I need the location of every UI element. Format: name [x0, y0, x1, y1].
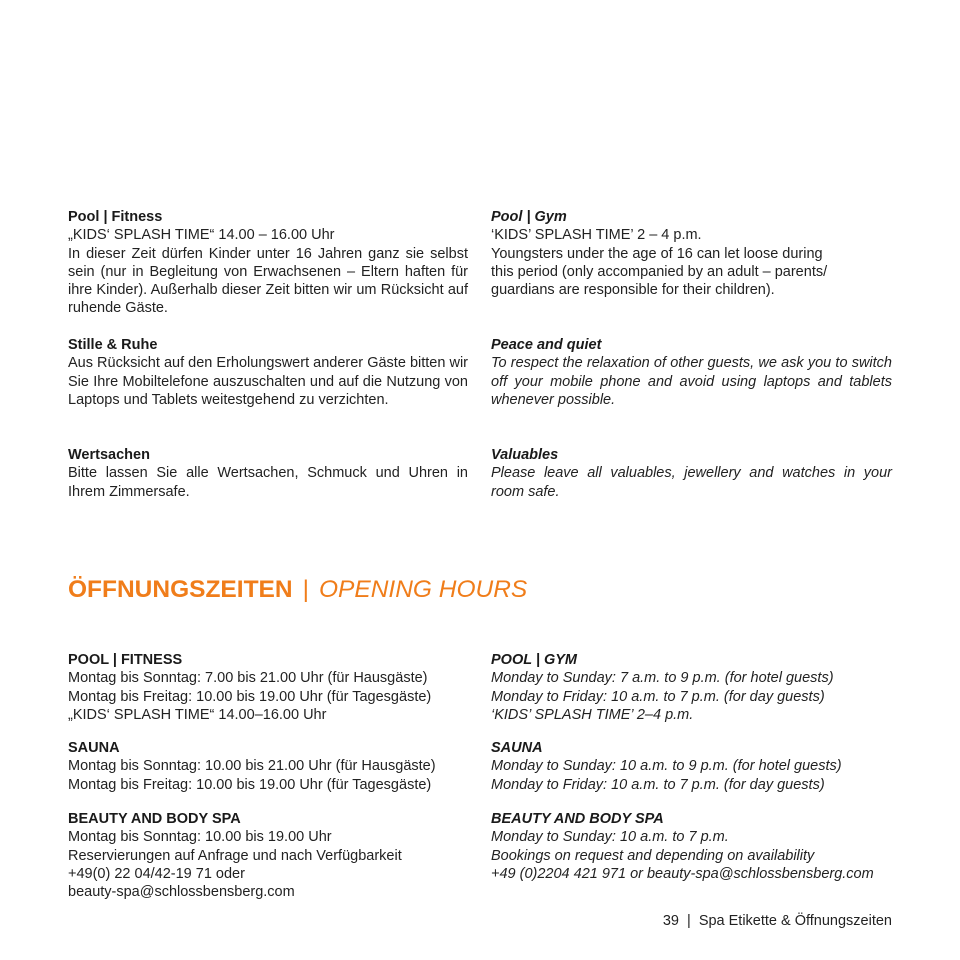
page-footer: [663, 911, 892, 931]
rule-heading: Valuables: [491, 447, 559, 463]
hours-heading: BEAUTY AND BODY SPA: [491, 811, 664, 827]
footer-separator: |: [687, 913, 691, 929]
opening-hours-title-english: OPENING HOURS: [318, 576, 528, 603]
hours-heading: SAUNA: [491, 740, 543, 756]
rule-heading: Wertsachen: [68, 447, 150, 463]
hours-line: Montag bis Sonntag: 7.00 bis 21.00 Uhr (für Hausgäste): [68, 670, 428, 687]
hours-line: ‘KIDS’ SPLASH TIME’ 2–4 p.m.: [491, 706, 694, 723]
rule-heading: Pool | Fitness: [68, 209, 163, 225]
kids-splash-time-en: ‘KIDS’ SPLASH TIME’ 2 – 4 p.m.: [491, 227, 702, 244]
hours-line: Reservierungen auf Anfrage und nach Verfügbarkeit: [68, 847, 402, 864]
rule-pool-gym-en: [491, 208, 892, 299]
rule-valuables-de: [68, 446, 468, 501]
rule-quiet-en: [491, 336, 892, 409]
title-separator: |: [302, 576, 309, 603]
hours-pool-gym-en: [491, 651, 892, 724]
hours-line: Monday to Sunday: 10 a.m. to 9 p.m. (for hotel guests): [491, 758, 842, 775]
hours-sauna-en: [491, 739, 892, 794]
rule-text: Bitte lassen Sie alle Wertsachen, Schmuck und Uhren in Ihrem Zimmersafe.: [68, 465, 468, 500]
rule-heading: Pool | Gym: [491, 209, 567, 225]
rule-quiet-de: [68, 336, 468, 409]
hours-line: Bookings on request and depending on availability: [491, 847, 815, 864]
hours-beauty-spa-de: [68, 810, 468, 901]
hours-line: Montag bis Sonntag: 10.00 bis 21.00 Uhr (für Hausgäste): [68, 758, 436, 775]
rule-text-line: this period (only accompanied by an adult – parents/: [491, 263, 828, 280]
rule-heading: Stille & Ruhe: [68, 337, 158, 353]
phone-number: +49(0) 22 04/42-19 71 oder: [68, 865, 245, 882]
hours-beauty-spa-en: [491, 810, 892, 883]
hours-line: Monday to Sunday: 10 a.m. to 7 p.m.: [491, 829, 729, 846]
hours-line: „KIDS‘ SPLASH TIME“ 14.00–16.00 Uhr: [68, 706, 327, 723]
hours-line: Monday to Sunday: 7 a.m. to 9 p.m. (for hotel guests): [491, 670, 834, 687]
hours-heading: SAUNA: [68, 740, 120, 756]
hours-line: Montag bis Freitag: 10.00 bis 19.00 Uhr (für Tagesgäste): [68, 688, 432, 705]
footer-section-name: Spa Etikette & Öffnungszeiten: [698, 913, 892, 929]
opening-hours-title: [68, 574, 527, 606]
hours-sauna-de: [68, 739, 468, 794]
rule-text: In dieser Zeit dürfen Kinder unter 16 Jahren ganz sie selbst sein (nur in Begleitung von Erwachsenen – Eltern haften für ihre Kinder). Außerhalb dieser Zeit bitten wir um Rücksicht auf ruhende Gäste.: [68, 245, 468, 317]
rule-pool-fitness-de: [68, 208, 468, 318]
hours-line: Montag bis Freitag: 10.00 bis 19.00 Uhr (für Tagesgäste): [68, 776, 432, 793]
kids-splash-time-de: „KIDS‘ SPLASH TIME“ 14.00 – 16.00 Uhr: [68, 227, 335, 244]
hours-heading: BEAUTY AND BODY SPA: [68, 811, 241, 827]
rule-text-line: Youngsters under the age of 16 can let loose during: [491, 245, 823, 262]
hours-heading: POOL | GYM: [491, 652, 577, 668]
contact-line: +49 (0)2204 421 971 or beauty-spa@schlossbensberg.com: [491, 865, 874, 882]
opening-hours-title-german: ÖFFNUNGSZEITEN: [68, 576, 293, 603]
hours-line: Monday to Friday: 10 a.m. to 7 p.m. (for day guests): [491, 776, 825, 793]
rule-valuables-en: [491, 446, 892, 501]
hours-pool-fitness-de: [68, 651, 468, 724]
email-address: beauty-spa@schlossbensberg.com: [68, 884, 295, 901]
hours-line: Monday to Friday: 10 a.m. to 7 p.m. (for day guests): [491, 688, 825, 705]
rule-text-line: guardians are responsible for their children).: [491, 282, 775, 299]
page-number: 39: [662, 913, 679, 929]
hours-line: Montag bis Sonntag: 10.00 bis 19.00 Uhr: [68, 829, 332, 846]
rule-heading: Peace and quiet: [491, 337, 602, 353]
rule-text: Please leave all valuables, jewellery and watches in your room safe.: [491, 465, 892, 500]
hours-heading: POOL | FITNESS: [68, 652, 183, 668]
rule-text: Aus Rücksicht auf den Erholungswert anderer Gäste bitten wir Sie Ihre Mobiltelefone auszuschalten und auf die Nutzung von Laptops und Tablets weitestgehend zu verzichten.: [68, 355, 468, 408]
rule-text: To respect the relaxation of other guests, we ask you to switch off your mobile phone and avoid using laptops and tablets whenever possible.: [491, 355, 892, 408]
